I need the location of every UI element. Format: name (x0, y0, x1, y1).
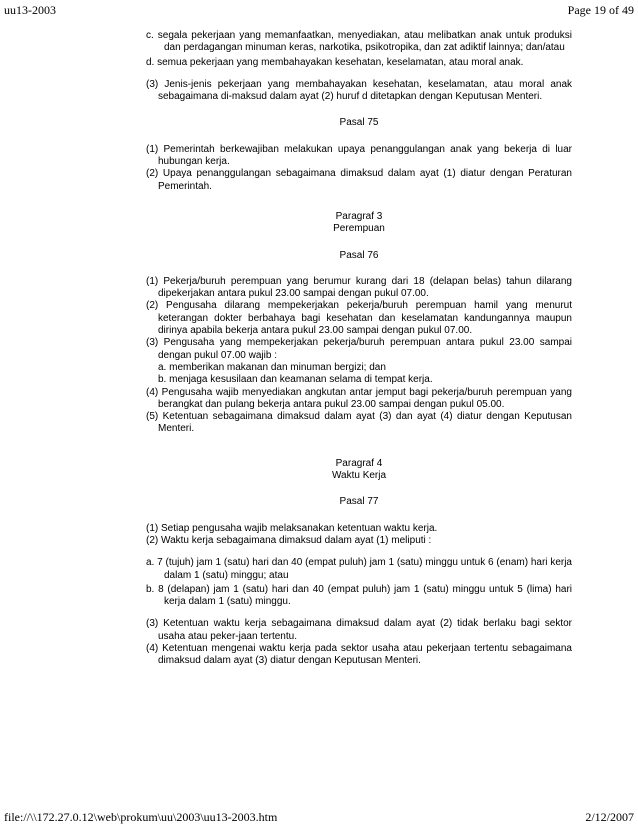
header-page-number: Page 19 of 49 (567, 3, 634, 17)
pasal77-ayat-2-a: a. 7 (tujuh) jam 1 (satu) hari dan 40 (empat puluh) jam 1 (satu) minggu untuk 6 (enam) hari kerja dalam 1 (satu) minggu; atau (146, 557, 572, 581)
pasal76-ayat-5: (5) Ketentuan sebagaimana dimaksud dalam ayat (3) dan ayat (4) diatur dengan Keputusan Menteri. (146, 411, 572, 435)
pasal75-ayat-2: (2) Upaya penanggulangan sebagaimana dimaksud dalam ayat (1) diatur dengan Peraturan Pemerintah. (146, 168, 572, 192)
pasal77-ayat-1: (1) Setiap pengusaha wajib melaksanakan ketentuan waktu kerja. (146, 522, 438, 534)
pasal74-item-d: d. semua pekerjaan yang membahayakan kesehatan, keselamatan, atau moral anak. (146, 56, 524, 68)
pasal76-title: Pasal 76 (339, 249, 379, 261)
pasal77-ayat-2-b: b. 8 (delapan) jam 1 (satu) hari dan 40 (empat puluh) jam 1 (satu) minggu untuk 5 (lima) hari kerja dalam 1 (satu) minggu. (146, 583, 572, 608)
pasal76-ayat-2: (2) Pengusaha dilarang mempekerjakan pekerja/buruh perempuan hamil yang menurut keterangan dokter berbahaya bagi kesehatan dan keselamatan kandungannya maupun dirinya apabila bekerja antara pukul 23.00 sampai dengan pukul 07.00. (146, 300, 572, 337)
pasal74-item-c: c. segala pekerjaan yang memanfaatkan, menyediakan, atau melibatkan anak untuk produksi dan perdagangan minuman keras, narkotika, psikotropika, dan zat adiktif lainnya; dan/atau (146, 30, 572, 54)
footer-file-path: file://\\172.27.0.12\web\prokum\uu\2003\uu13-2003.htm (4, 810, 278, 824)
paragraf3-subtitle: Perempuan (333, 223, 385, 235)
pasal77-ayat-3: (3) Ketentuan waktu kerja sebagaimana dimaksud dalam ayat (2) tidak berlaku bagi sektor usaha atau peker-jaan tertentu. (146, 618, 572, 642)
pasal75-title: Pasal 75 (339, 117, 379, 129)
header-doc-id: uu13-2003 (4, 3, 56, 17)
pasal76-ayat-3-b: b. menjaga kesusilaan dan keamanan selama di tempat kerja. (158, 374, 433, 386)
pasal76-ayat-3: (3) Pengusaha yang mempekerjakan pekerja/buruh perempuan antara pukul 23.00 sampai dengan pukul 07.00 wajib : (146, 337, 572, 361)
pasal76-ayat-4: (4) Pengusaha wajib menyediakan angkutan antar jemput bagi pekerja/buruh perempuan yang berangkat dan pulang bekerja antara pukul 23.00 sampai dengan pukul 05.00. (146, 386, 572, 410)
pasal74-ayat-3: (3) Jenis-jenis pekerjaan yang membahayakan kesehatan, keselamatan, atau moral anak sebagaimana di-maksud dalam ayat (2) huruf d ditetapkan dengan Keputusan Menteri. (146, 78, 572, 103)
pasal77-title: Pasal 77 (339, 496, 379, 508)
paragraf3-title: Paragraf 3 (335, 210, 383, 222)
pasal76-ayat-3-a: a. memberikan makanan dan minuman bergizi; dan (158, 361, 386, 373)
pasal77-ayat-2: (2) Waktu kerja sebagaimana dimaksud dalam ayat (1) meliputi : (146, 534, 432, 546)
document-body (146, 30, 572, 668)
paragraf4-title: Paragraf 4 (335, 457, 383, 469)
footer-date: 2/12/2007 (585, 810, 634, 824)
pasal77-ayat-4: (4) Ketentuan mengenai waktu kerja pada sektor usaha atau pekerjaan tertentu sebagaimana dimaksud dalam ayat (3) diatur dengan Keputusan Menteri. (146, 642, 572, 667)
pasal76-ayat-1: (1) Pekerja/buruh perempuan yang berumur kurang dari 18 (delapan belas) tahun dilarang dipekerjakan antara pukul 23.00 sampai dengan pukul 07.00. (146, 275, 572, 300)
paragraf4-subtitle: Waktu Kerja (331, 470, 387, 482)
pasal75-ayat-1: (1) Pemerintah berkewajiban melakukan upaya penanggulangan anak yang bekerja di luar hubungan kerja. (146, 143, 572, 168)
